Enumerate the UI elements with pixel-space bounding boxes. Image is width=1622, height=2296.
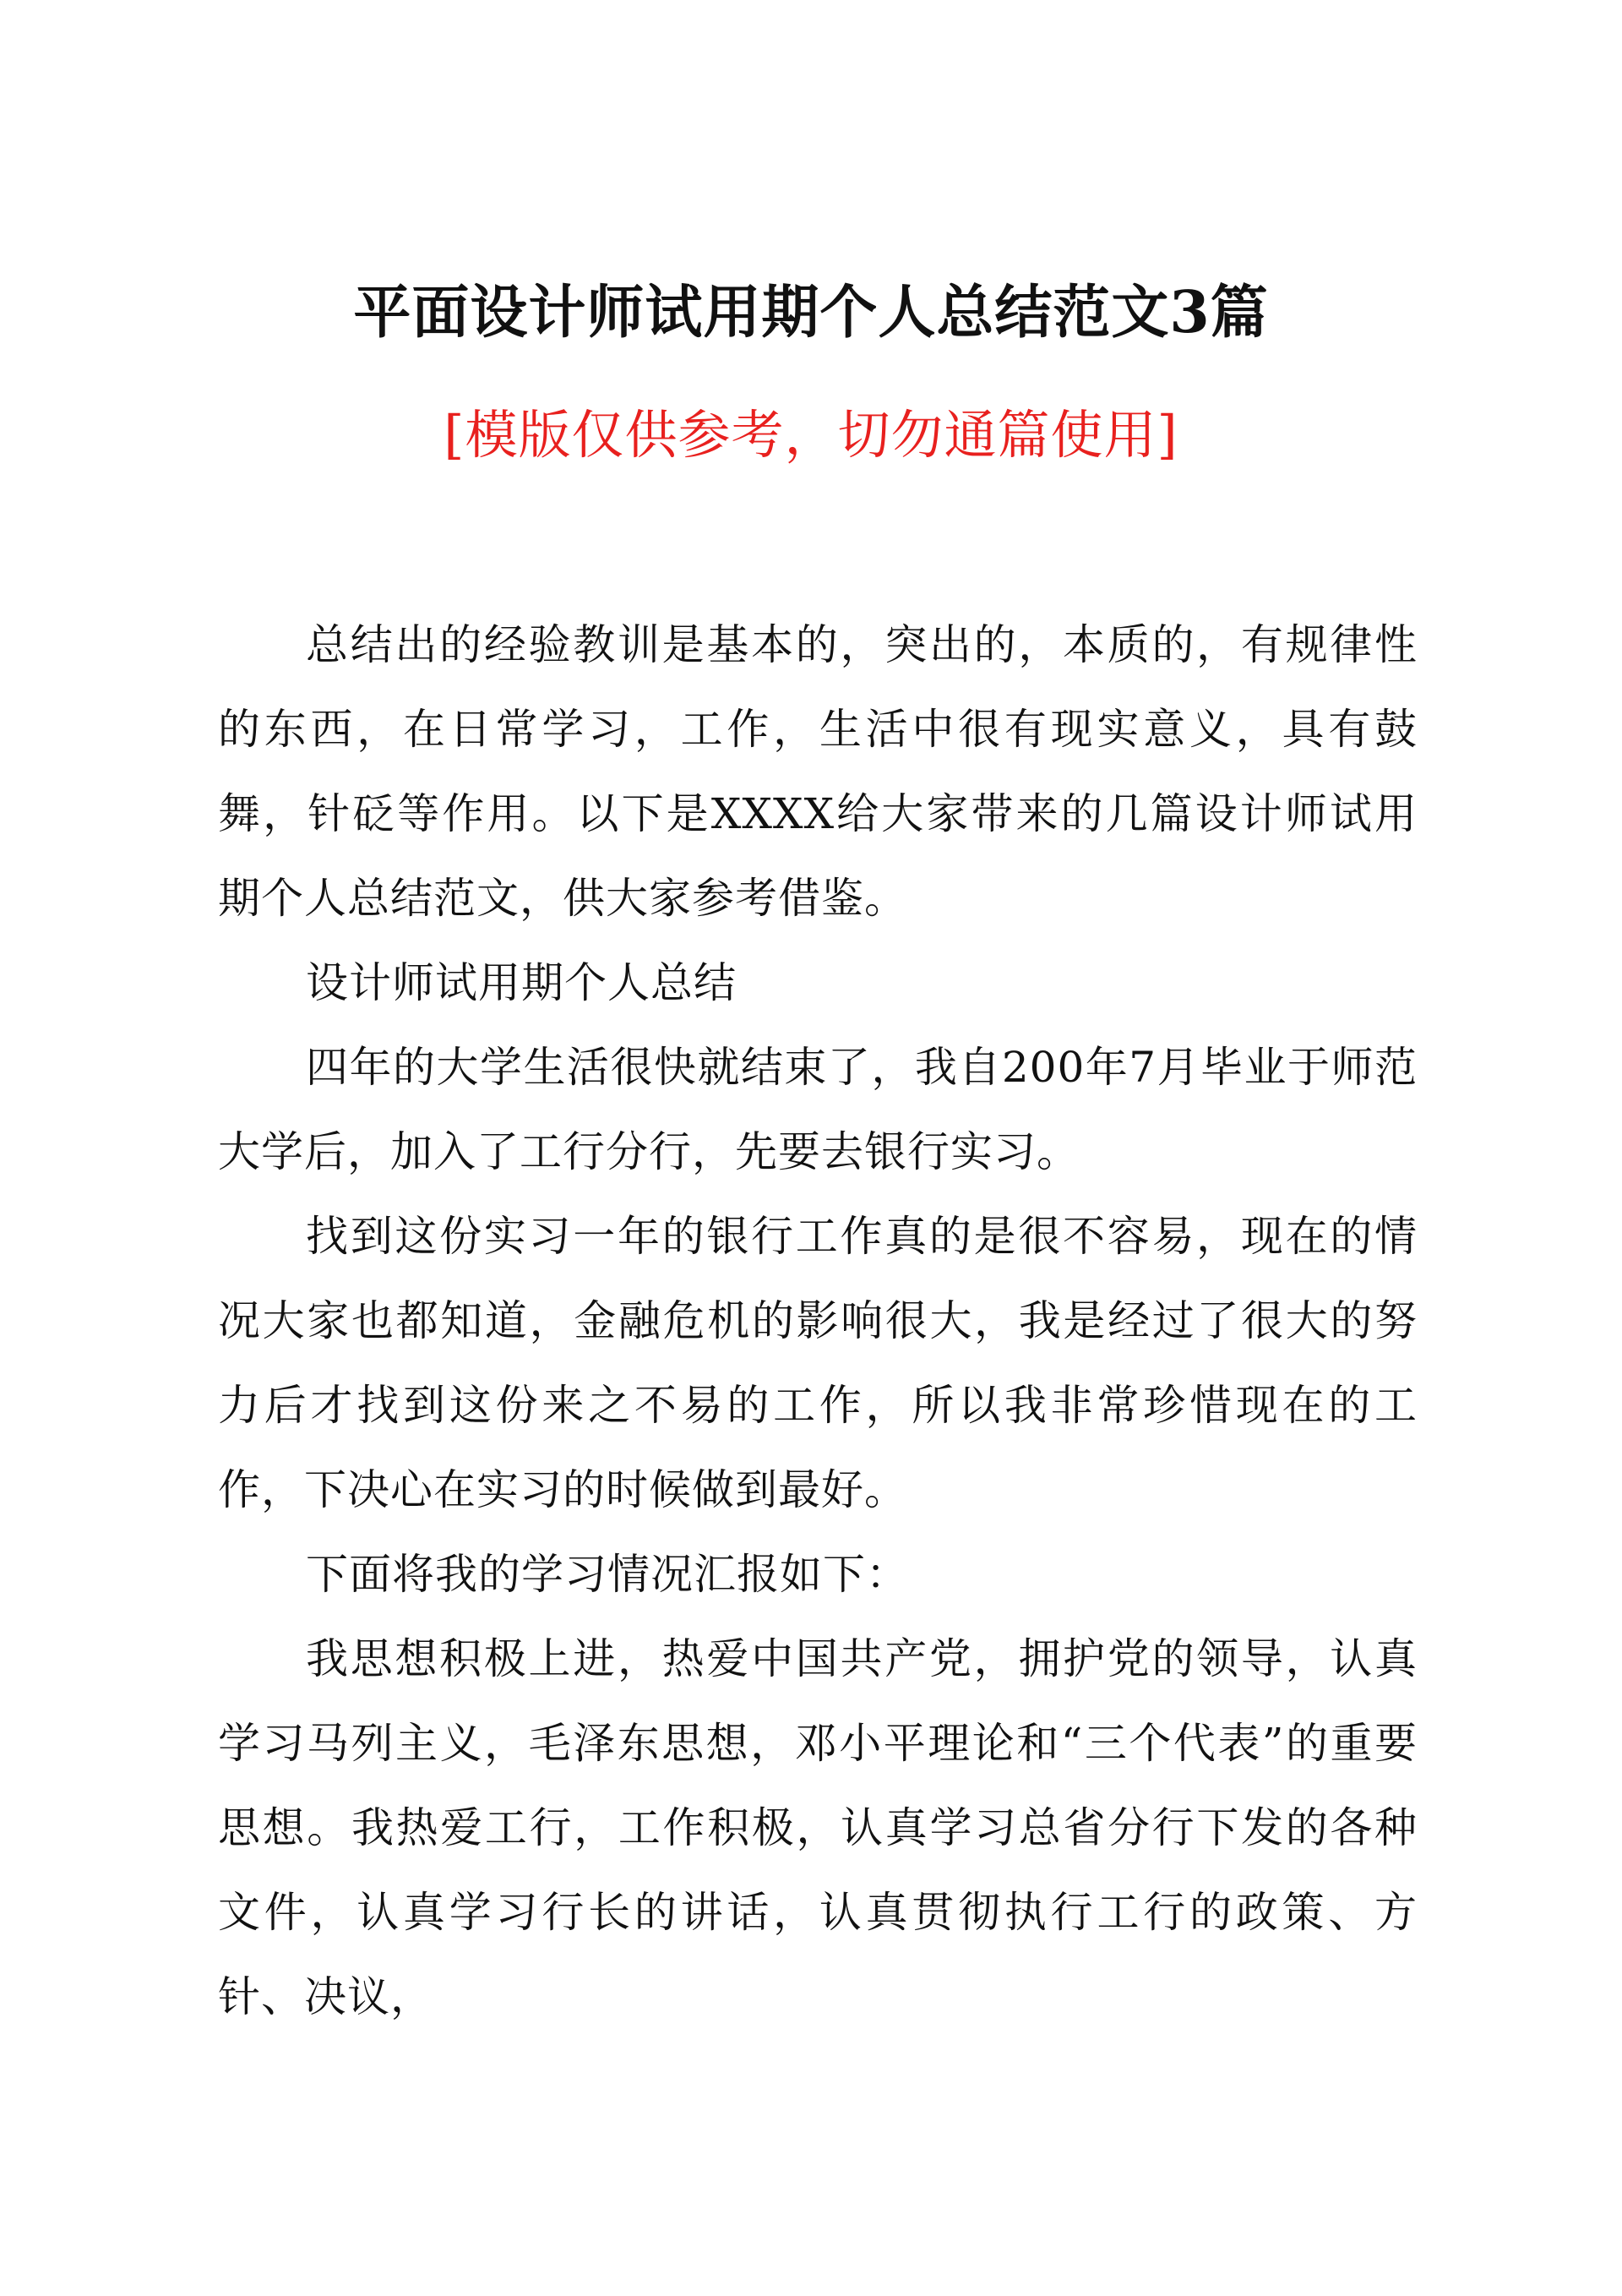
paragraph-report-intro: 下面将我的学习情况汇报如下：	[306, 1550, 909, 1599]
paragraph-graduation: 四年的大学生活很快就结束了，我自200年7月毕业于师范大学后，加入了工行分行，先要去银行实习。	[218, 1043, 1418, 1176]
paragraph-intro: 总结出的经验教训是基本的，突出的，本质的，有规律性的东西，在日常学习，工作，生活中很有现实意义，具有鼓舞，针砭等作用。以下是XXXX给大家带来的几篇设计师试用期个人总结范文，供大家参考借鉴。	[218, 620, 1418, 923]
document-subtitle: [模版仅供参考，切勿通篇使用]	[444, 404, 1178, 466]
document-title: 平面设计师试用期个人总结范文3篇	[353, 279, 1269, 346]
paragraph-thoughts: 我思想积极上进，热爱中国共产党，拥护党的领导，认真学习马列主义，毛泽东思想，邓小平理论和“三个代表”的重要思想。我热爱工行，工作积极，认真学习总省分行下发的各种文件，认真学习行长的讲话，认真贯彻执行工行的政策、方针、决议，	[218, 1634, 1418, 2021]
paragraph-job: 找到这份实习一年的银行工作真的是很不容易，现在的情况大家也都知道，金融危机的影响很大，我是经过了很大的努力后才找到这份来之不易的工作，所以我非常珍惜现在的工作，下决心在实习的时候做到最好。	[218, 1212, 1418, 1514]
document-body	[218, 603, 1418, 2039]
section-heading: 设计师试用期个人总结	[306, 958, 737, 1007]
